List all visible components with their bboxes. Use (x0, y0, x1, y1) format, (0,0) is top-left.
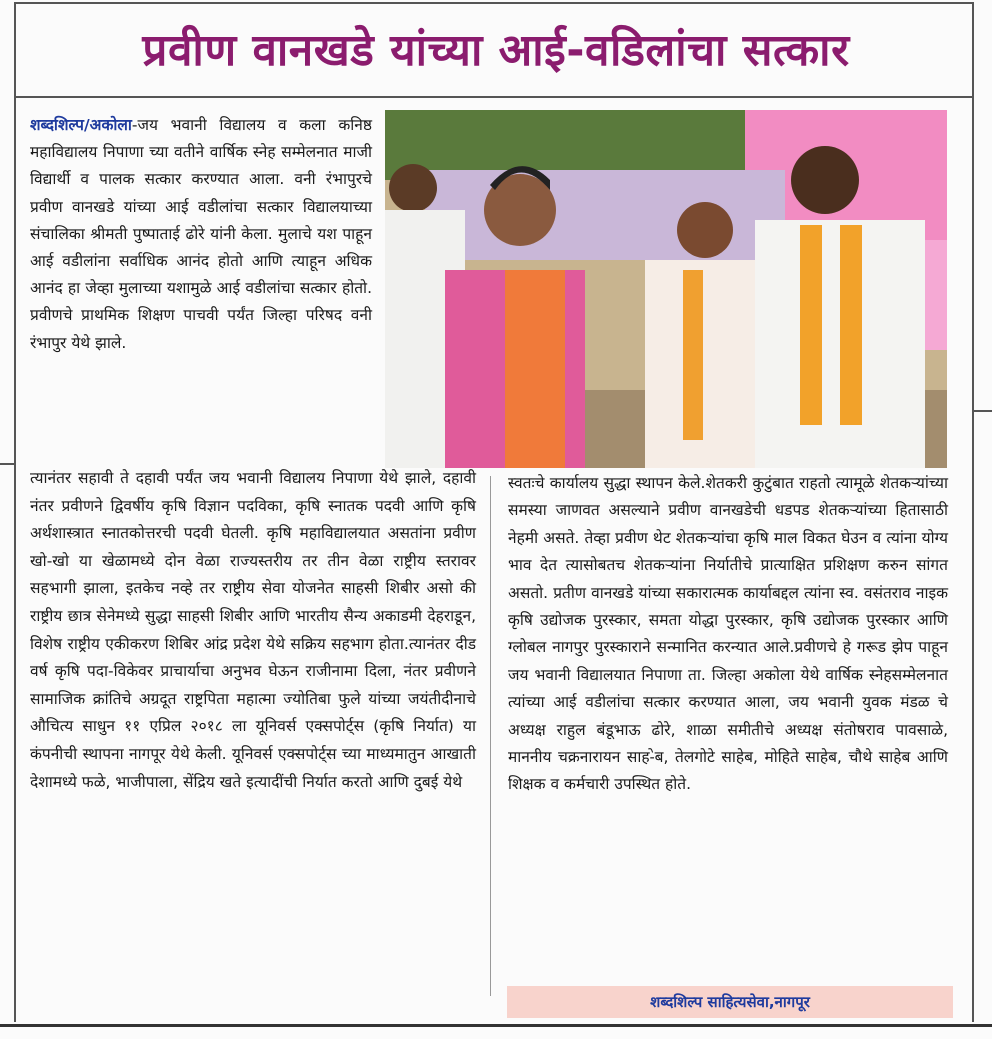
column-divider (490, 476, 491, 996)
event-photo-illustration (385, 110, 947, 468)
left-border (14, 2, 16, 1022)
article-body: त्यानंतर सहावी ते दहावी पर्यंत जय भवानी विद्यालय निपाणा येथे झाले, दहावी नंतर प्रवीणने द्विवर्षीय कृषि विज्ञान पदविका, कृषि स्नातक पदवी आणि कृषि अर्थशास्त्रात स्नातकोत्तरची पदवी घेतली. कृषि महाविद्यालयात असतांना प्रवीण खो-खो या खेळामध्ये दोन वेळा राज्यस्तरीय तर तीन वेळा राष्ट्रीय स्तरावर सहभागी झाला, इतकेच नव्हे तर राष्ट्रीय सेवा योजनेत साहसी शिबीर असो की राष्ट्रीय छात्र सेनेमध्ये सुद्धा साहसी शिबीर आणि भारतीय सैन्य अकाडमी देहराडून, विशेष राष्ट्रीय एकीकरण शिबिर आंद्र प्रदेश येथे सक्रिय सहभाग होता.त्यानंतर दीड वर्ष कृषि पदा-विकेवर प्राचार्याचा अनुभव घेऊन राजीनामा दिला, नंतर प्रवीणने सामाजिक क्रांतिचे अग्रदूत राष्ट्रपिता महात्मा ज्योतिबा फुले यांच्या जयंतीदीनाचे औचित्य साधुन ११ एप्रिल २०१८ ला यूनिवर्स एक्सपोर्ट्स (कृषि निर्यात) या कंपनीची स्थापना नागपूर येथे केली. यूनिवर्स एक्सपोर्ट्स च्या माध्यमातुन आखाती देशामध्ये फळे, भाजीपाला, सेंद्रिय खते इत्यादींची निर्यात करतो आणि दुबई येथे (30, 469, 476, 791)
left-tick (0, 463, 14, 465)
right-border (972, 2, 974, 1022)
intro-text: -जय भवानी विद्यालय व कला कनिष्ठ महाविद्यालय निपाणा च्या वतीने वार्षिक स्नेह सम्मेलनात माजी विद्यार्थी व पालक सत्कार करण्यात आला. वनी रंभापुरचे प्रवीण वानखडे यांच्या आई वडीलांचा सत्कार विद्यालयाच्या संचालिका श्रीमती पुष्पाताई ढोरे यांनी केला. मुलाचे यश पाहून आई वडीलांना सर्वाधिक आनंद होतो आणि त्याहून अधिक आनंद हा जेव्हा मुलाच्या यशामुळे आई वडीलांचा सत्कार होतो. प्रवीणचे प्राथमिक शिक्षण पाचवी पर्यंत जिल्हा परिषद वनी रंभापुर येथे झाले. (30, 116, 372, 352)
event-photo (385, 110, 947, 468)
article-intro (30, 112, 372, 357)
headline-divider (14, 96, 974, 98)
byline: शब्दशिल्प/अकोला (30, 116, 132, 134)
footer-text: शब्दशिल्प साहित्यसेवा,नागपूर (650, 993, 810, 1011)
bottom-border (0, 1024, 992, 1027)
article-continuation: स्वतःचे कार्यालय सुद्धा स्थापन केले.शेतकरी कुटुंबात राहतो त्यामूळे शेतकऱ्यांच्या समस्या जाणवत असल्याने प्रवीण वानखडेची धडपड शेतकऱ्यांच्या हितासाठी नेहमी असते. तेव्हा प्रवीण थेट शेतकऱ्यांचा कृषि माल विकत घेउन व त्यांना योग्य भाव देत त्यासोबतच शेतकऱ्यांना निर्यातीचे प्रात्याक्षित प्रशिक्षण करुन सांगत असतो. प्रतीण वानखडे यांच्या सकारात्मक कार्याबद्दल त्यांना स्व. वसंतराव नाइक कृषि उद्योजक पुरस्कार, समता योद्धा पुरस्कार, कृषि उद्योजक पुरस्कार आणि ग्लोबल नागपुर पुरस्काराने सन्मानित करन्यात आले.प्रवीणचे हे गरूड झेप पाहून जय भवानी विद्यालयात निपाणा ता. जिल्हा अकोला येथे वार्षिक स्नेहसम्मेलनात त्यांच्या आई वडीलांचा सत्कार करण्यात आला, जय भवानी युवक मंडळ चे अध्यक्ष राहुल बंडूभाऊ ढोरे, शाळा समीतीचे अध्यक्ष संतोषराव पावसाळे, माननीय चक्रनारायन साह-ेब, तेलगोटे साहेब, मोहिते साहेब, चौथे साहेब आणि शिक्षक व कर्मचारी उपस्थित होते. (508, 474, 948, 794)
headline: प्रवीण वानखडे यांच्या आई-वडिलांचा सत्कार (142, 25, 850, 76)
footer-credit (507, 986, 953, 1018)
right-tick (974, 410, 992, 412)
